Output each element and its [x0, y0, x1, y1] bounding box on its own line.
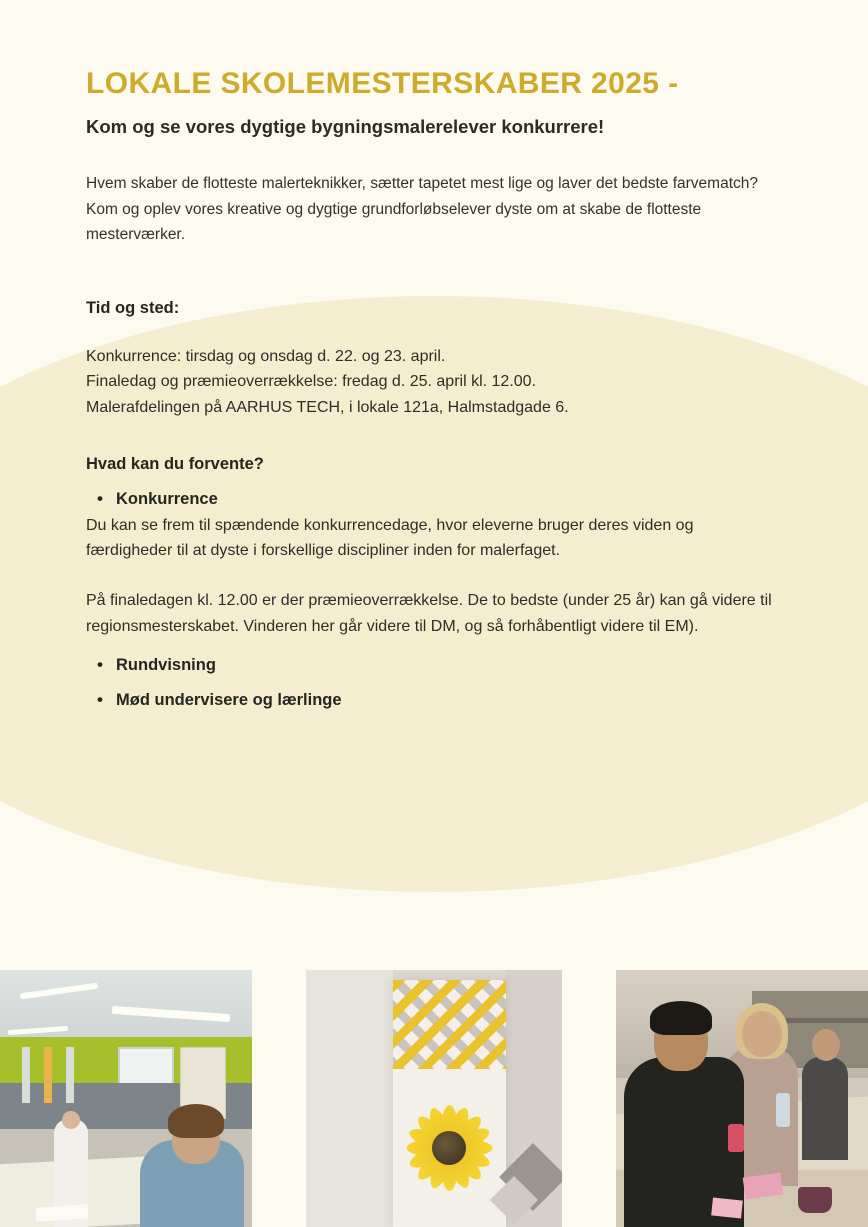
time-place-line-2: Finaledag og præmieoverrækkelse: fredag d. 25. april kl. 12.00. [86, 373, 537, 391]
expectations-heading: Hvad kan du forvente? [86, 454, 264, 473]
time-place-line-1: Konkurrence: tirsdag og onsdag d. 22. og 23. april. [86, 347, 446, 365]
expectations-section [86, 455, 782, 711]
photo-workshop-students [0, 970, 252, 1227]
expectations-bullet-list-3 [86, 691, 782, 710]
photo-sunflower-wall [306, 970, 562, 1227]
expectations-bullet-list-1 [86, 490, 782, 509]
list-item-rundvisning: • Rundvisning [116, 656, 782, 675]
page-subtitle: Kom og se vores dygtige bygningsmalerelever konkurrere! [86, 116, 605, 138]
list-item-konkurrence: • Konkurrence [116, 490, 782, 509]
time-place-line-3: Malerafdelingen på AARHUS TECH, i lokale 121a, Halmstadgade 6. [86, 398, 569, 416]
photo-students-workbench [616, 970, 868, 1227]
time-place-lines [86, 344, 782, 421]
page-title: LOKALE SKOLEMESTERSKABER 2025 - [86, 67, 679, 100]
photo-row [0, 970, 868, 1227]
time-place-section [86, 247, 782, 421]
expectations-paragraph-1: Du kan se frem til spændende konkurrencedage, hvor eleverne bruger deres viden og færdigheder til at dyste i forskellige discipliner inden for malerfaget. [86, 516, 694, 560]
time-place-heading: Tid og sted: [86, 298, 180, 317]
expectations-bullet-list-2 [86, 656, 782, 675]
expectations-paragraph-2: På finaledagen kl. 12.00 er der præmieoverrækkelse. De to bedste (under 25 år) kan gå videre til regionsmesterskabet. Vinderen her går videre til DM, og så forhåbentligt videre til EM). [86, 592, 772, 636]
list-item-moed-undervisere: • Mød undervisere og lærlinge [116, 691, 782, 710]
intro-paragraph: Hvem skaber de flotteste malerteknikker, sætter tapetet mest lige og laver det bedste farvematch? Kom og oplev vores kreative og dygtige grundforløbselever dyste om at skabe de flotteste mesterværker. [86, 175, 758, 243]
